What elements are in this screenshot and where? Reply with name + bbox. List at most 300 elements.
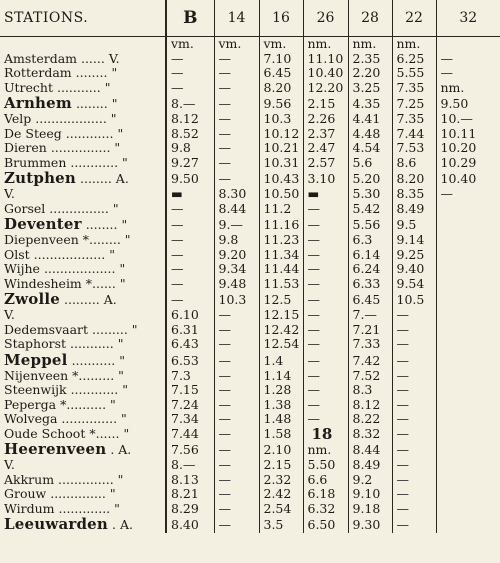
arrival-departure-mark: " [109,487,116,501]
time-cell: 8.52 [166,127,214,142]
time-cell: — [166,233,214,248]
station-row [0,291,500,308]
time-cell: 9.50 [436,95,500,112]
time-cell: 2.20 [348,66,392,81]
time-cell: 12.5 [259,291,303,308]
time-cell: 2.35 [348,52,392,67]
time-cell: 11.53 [259,277,303,292]
leader-dots: ............ [65,126,114,141]
time-cell: 7.44 [166,427,214,442]
units-cell: vm. [166,37,214,52]
time-cell: 10.50 [259,187,303,202]
station-cell [0,398,166,413]
leader-dots: ........ [75,96,108,111]
time-cell: 4.54 [348,141,392,156]
time-cell: 7.34 [166,412,214,427]
time-cell: — [303,398,348,413]
time-cell: 8.12 [348,398,392,413]
station-cell [0,277,166,292]
time-cell: 1.14 [259,369,303,384]
leader-dots: ............. [58,501,111,516]
time-cell: 9.— [214,216,259,233]
time-cell: 10.40 [436,170,500,187]
time-cell: 11.44 [259,262,303,277]
time-cell: — [214,516,259,533]
time-cell [436,398,500,413]
leader-dots: ............... [49,201,109,216]
station-name: Amsterdam [4,51,77,66]
time-cell: — [214,441,259,458]
station-row [0,441,500,458]
station-cell [0,383,166,398]
station-name: Nijenveen [4,368,69,383]
time-cell: 10.21 [259,141,303,156]
time-cell: 6.6 [303,473,348,488]
time-cell: 9.40 [392,262,436,277]
arrival-departure-mark: " [111,96,118,111]
time-cell [436,291,500,308]
station-name: Heerenveen [4,441,107,458]
station-cell [0,369,166,384]
time-cell [436,308,500,323]
time-cell: — [166,248,214,263]
station-cell [0,233,166,248]
time-cell: — [214,337,259,352]
time-cell: — [392,427,436,442]
time-cell: — [392,487,436,502]
time-cell [436,516,500,533]
time-cell: 8.21 [166,487,214,502]
time-cell: 8.22 [348,412,392,427]
time-cell: — [214,427,259,442]
station-row [0,127,500,142]
time-cell [436,458,500,473]
time-cell: — [166,52,214,67]
arrival-departure-mark: " [109,247,115,262]
time-cell: — [303,277,348,292]
station-row [0,369,500,384]
time-cell: 8.30 [214,187,259,202]
time-cell: 8.29 [166,502,214,517]
leader-dots: . [112,517,116,532]
time-cell: 3.5 [259,516,303,533]
time-cell: — [303,291,348,308]
arrival-departure-mark: " [121,412,127,426]
time-cell: 5.6 [348,156,392,171]
time-cell: 12.42 [259,323,303,338]
time-cell: 9.20 [214,248,259,263]
station-name: Wirdum [4,501,55,516]
time-cell: nm. [303,441,348,458]
time-cell: 8.— [166,458,214,473]
time-cell: 10.43 [259,170,303,187]
station-name: Utrecht [4,80,54,95]
time-cell: — [436,66,500,81]
time-cell: 2.10 [259,441,303,458]
time-cell: 7.56 [166,441,214,458]
time-cell: 6.10 [166,308,214,323]
train-number-header: 14 [214,0,259,37]
time-cell: — [166,216,214,233]
time-cell: — [392,412,436,427]
time-cell: 8.3 [348,383,392,398]
station-cell [0,412,166,427]
service-break-bar: ▬ [166,187,214,202]
time-cell: 6.43 [166,337,214,352]
time-cell: 9.8 [166,141,214,156]
station-cell [0,156,166,171]
station-name: Leeuwarden [4,516,109,533]
time-cell: 10.— [436,112,500,127]
arrival-departure-mark: " [119,276,126,291]
time-cell: 8.49 [392,202,436,217]
time-cell: 2.42 [259,487,303,502]
time-cell: 4.48 [348,127,392,142]
time-cell: 8.20 [392,170,436,187]
time-cell: — [392,323,436,338]
time-cell: — [392,337,436,352]
station-row [0,202,500,217]
time-cell: 10.11 [436,127,500,142]
stations-header: STATIONS. [0,0,166,37]
station-name: Gorsel [4,201,46,216]
arrival-departure-mark: V. [4,308,15,322]
leader-dots: ............ [70,155,119,170]
arrival-departure-mark: A. [118,442,132,457]
time-cell: — [214,141,259,156]
time-cell: 8.35 [392,187,436,202]
time-cell: 9.14 [392,233,436,248]
time-cell: — [303,412,348,427]
station-row [0,337,500,352]
leader-dots: ......... [92,322,128,337]
station-row [0,81,500,96]
time-cell: — [214,170,259,187]
station-cell [0,170,166,187]
arrival-departure-mark: " [119,262,126,276]
time-cell: — [303,337,348,352]
station-cell [0,187,166,202]
leader-dots: ........... [57,80,101,95]
time-cell [436,502,500,517]
station-cell [0,262,166,277]
time-cell: — [214,398,259,413]
leader-dots: ........... [70,337,114,351]
station-row [0,233,500,248]
time-cell: 12.20 [303,81,348,96]
station-name: Velp [4,112,32,126]
station-row [0,66,500,81]
time-cell: 6.45 [348,291,392,308]
arrival-departure-mark: " [111,66,118,80]
time-cell: 7.21 [348,323,392,338]
station-name: Steenwijk [4,383,67,397]
time-cell: 9.18 [348,502,392,517]
arrival-departure-mark: " [112,201,119,216]
units-row [0,37,500,52]
station-cell [0,291,166,308]
station-row [0,412,500,427]
time-cell: — [392,458,436,473]
time-cell: 1.58 [259,427,303,442]
time-cell: 8.32 [348,427,392,442]
station-row [0,398,500,413]
station-cell [0,487,166,502]
time-cell [436,248,500,263]
time-cell: 6.3 [348,233,392,248]
units-cell: vm. [214,37,259,52]
time-cell: 6.14 [348,248,392,263]
time-cell: 6.32 [303,502,348,517]
leader-dots: ........ [80,171,112,186]
leader-dots: .................. [35,112,107,126]
leader-dots: . [110,442,115,457]
time-cell: 7.42 [348,352,392,369]
time-cell: — [214,66,259,81]
time-cell: 9.34 [214,262,259,277]
station-name: Wijhe [4,262,40,276]
time-cell: 9.10 [348,487,392,502]
time-cell: — [392,502,436,517]
station-name: Windesheim [4,276,82,291]
time-cell: 7.25 [392,95,436,112]
train-number-header: 32 [436,0,500,37]
station-name: Wolvega [4,412,58,426]
arrival-departure-mark: " [110,397,116,412]
train-number-header: 16 [259,0,303,37]
time-cell: — [392,473,436,488]
time-cell: — [214,473,259,488]
station-name: Zwolle [4,291,61,308]
time-cell: 2.26 [303,112,348,127]
time-cell: 10.31 [259,156,303,171]
time-cell: 9.30 [348,516,392,533]
station-cell [0,81,166,96]
time-cell: 9.54 [392,277,436,292]
station-name: Rotterdam [4,66,72,80]
station-row [0,427,500,442]
time-cell: — [392,441,436,458]
time-cell: — [214,95,259,112]
station-name: Meppel [4,351,68,369]
arrival-departure-mark: " [131,322,138,337]
time-cell: — [166,81,214,96]
station-name: Zutphen [4,170,77,187]
leader-dots: *.......... [60,397,107,412]
header-row [0,0,500,37]
station-row [0,112,500,127]
time-cell: 9.48 [214,277,259,292]
station-cell [0,308,166,323]
arrival-departure-mark: A. [103,292,117,307]
time-cell: 6.24 [348,262,392,277]
time-cell: 1.48 [259,412,303,427]
arrival-departure-mark: " [122,383,128,397]
time-cell: 7.35 [392,112,436,127]
station-cell [0,352,166,369]
time-cell: — [166,202,214,217]
time-cell: — [214,323,259,338]
units-cell: nm. [303,37,348,52]
time-cell [436,412,500,427]
station-cell [0,202,166,217]
units-cell: vm. [259,37,303,52]
units-cell: nm. [348,37,392,52]
time-cell [436,383,500,398]
arrival-departure-mark: A. [119,517,133,532]
time-cell: — [214,308,259,323]
time-cell: — [303,308,348,323]
arrival-departure-mark: " [124,233,131,247]
leader-dots: ........... [71,352,116,368]
station-cell [0,441,166,458]
station-name: Arnhem [4,95,72,112]
arrival-departure-mark: A. [115,171,129,186]
time-cell: 6.45 [259,66,303,81]
time-cell: 6.50 [303,516,348,533]
leader-dots: ............... [50,141,111,155]
leader-dots: .............. [50,487,106,501]
station-name: Oude Schoot [4,426,86,441]
time-cell: 8.13 [166,473,214,488]
time-cell: — [303,233,348,248]
station-cell [0,112,166,127]
station-name: Deventer [4,216,82,233]
time-cell: 11.34 [259,248,303,263]
time-cell: — [214,112,259,127]
time-cell: 9.50 [166,170,214,187]
station-row [0,487,500,502]
time-cell [436,427,500,442]
station-cell [0,458,166,473]
station-name: Diepenveen [4,233,79,247]
arrival-departure-mark: V. [108,51,120,66]
time-cell: — [392,308,436,323]
station-cell [0,427,166,442]
time-cell: 9.56 [259,95,303,112]
time-cell: nm. [436,81,500,96]
station-row [0,502,500,517]
time-cell: — [392,398,436,413]
time-cell: 4.35 [348,95,392,112]
time-cell: — [166,262,214,277]
time-cell: 3.10 [303,170,348,187]
time-cell: 2.15 [259,458,303,473]
arrival-departure-mark: " [118,368,124,383]
time-cell: 1.38 [259,398,303,413]
units-cell: nm. [392,37,436,52]
time-cell: 7.52 [348,369,392,384]
station-row [0,170,500,187]
time-cell: 10.12 [259,127,303,142]
time-cell: 2.37 [303,127,348,142]
train-number-header: 28 [348,0,392,37]
station-cell [0,141,166,156]
time-cell: — [214,127,259,142]
station-row [0,308,500,323]
time-cell [436,233,500,248]
time-cell: 9.25 [392,248,436,263]
leader-dots: ........ [85,217,118,232]
time-cell: 7.3 [166,369,214,384]
time-cell: 4.41 [348,112,392,127]
station-name: Olst [4,247,30,262]
station-name: Peperga [4,397,57,412]
leader-dots: .............. [58,472,114,487]
time-cell: 10.20 [436,141,500,156]
time-cell: — [303,262,348,277]
units-cell [436,37,500,52]
time-cell: 6.25 [392,52,436,67]
station-name: Akkrum [4,472,55,487]
time-cell: 5.50 [303,458,348,473]
station-row [0,52,500,67]
time-cell: 2.57 [303,156,348,171]
station-cell [0,473,166,488]
station-cell [0,516,166,533]
time-cell: 9.8 [214,233,259,248]
leader-dots: *...... [85,276,116,291]
time-cell: — [214,352,259,369]
time-cell: 5.20 [348,170,392,187]
arrival-departure-mark: " [114,501,120,516]
time-cell: 11.10 [303,52,348,67]
time-cell: 5.30 [348,187,392,202]
time-cell: 2.54 [259,502,303,517]
station-row [0,141,500,156]
time-cell: 7.44 [392,127,436,142]
time-cell: 8.49 [348,458,392,473]
station-cell [0,127,166,142]
time-cell: 11.23 [259,233,303,248]
time-cell: — [436,187,500,202]
time-cell: 9.27 [166,156,214,171]
time-cell: — [303,369,348,384]
time-cell: — [214,369,259,384]
time-cell: 18 [303,427,348,442]
time-cell: 8.— [166,95,214,112]
time-cell: 8.44 [214,202,259,217]
arrival-departure-mark: V. [4,187,15,201]
station-row [0,187,500,202]
time-cell: — [392,383,436,398]
leader-dots: *...... [89,426,120,441]
time-cell: — [436,52,500,67]
station-name: Grouw [4,487,47,501]
time-cell: 1.4 [259,352,303,369]
time-cell: — [214,458,259,473]
time-cell: — [214,81,259,96]
train-number-header: B [166,0,214,37]
station-row [0,262,500,277]
time-cell [436,369,500,384]
station-cell [0,52,166,67]
arrival-departure-mark: " [104,80,111,95]
time-cell: 7.24 [166,398,214,413]
time-cell: — [214,487,259,502]
station-row [0,473,500,488]
time-cell: 6.53 [166,352,214,369]
leader-dots: .................. [43,262,116,276]
train-number-header: 22 [392,0,436,37]
time-cell: — [392,352,436,369]
arrival-departure-mark: " [114,141,121,155]
time-cell: 7.35 [392,81,436,96]
time-cell: 10.29 [436,156,500,171]
arrival-departure-mark: " [121,217,128,232]
station-row [0,458,500,473]
station-row [0,216,500,233]
